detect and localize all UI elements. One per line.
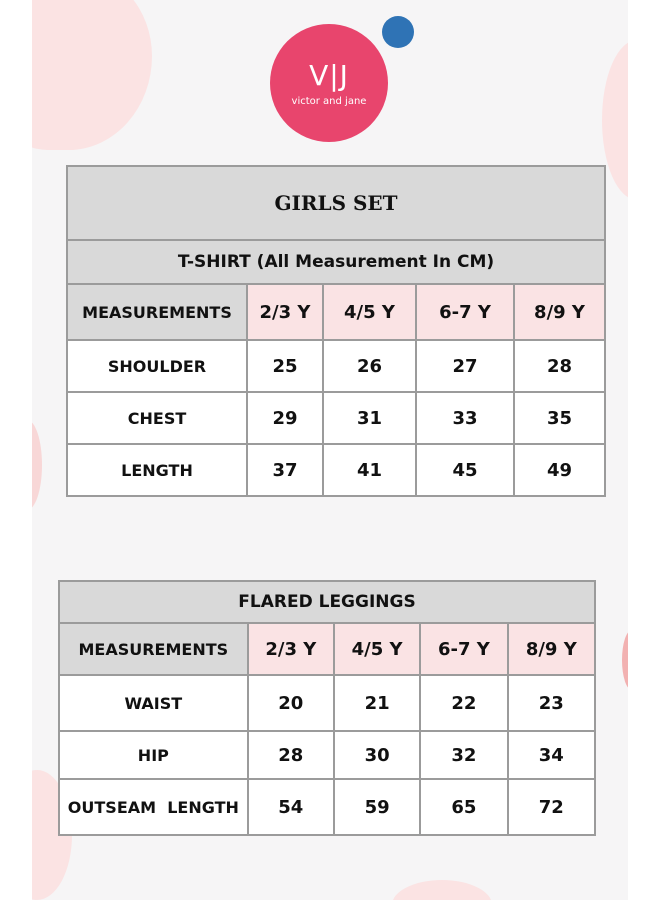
size-header: 4/5 Y	[334, 623, 420, 675]
brand-logo	[270, 24, 388, 142]
cell-value: 72	[508, 779, 595, 835]
size-header: 8/9 Y	[508, 623, 595, 675]
decorative-blob	[32, 420, 42, 510]
decorative-blob	[392, 880, 492, 900]
cell-value: 23	[508, 675, 595, 731]
table-row	[59, 731, 595, 779]
size-chart-page	[32, 0, 628, 900]
cell-value: 29	[247, 392, 323, 444]
cell-value: 34	[508, 731, 595, 779]
row-label: WAIST	[59, 675, 248, 731]
cell-value: 65	[420, 779, 507, 835]
table-row	[67, 340, 605, 392]
row-label: OUTSEAM LENGTH	[59, 779, 248, 835]
cell-value: 22	[420, 675, 507, 731]
table-row	[59, 779, 595, 835]
cell-value: 59	[334, 779, 420, 835]
cell-value: 45	[416, 444, 514, 496]
size-header: 6-7 Y	[416, 284, 514, 340]
logo-dot	[382, 16, 414, 48]
cell-value: 25	[247, 340, 323, 392]
table-row	[67, 392, 605, 444]
table-title: GIRLS SET	[67, 166, 605, 240]
row-label: LENGTH	[67, 444, 247, 496]
cell-value: 26	[323, 340, 416, 392]
cell-value: 28	[248, 731, 334, 779]
cell-value: 37	[247, 444, 323, 496]
measurements-header: MEASUREMENTS	[59, 623, 248, 675]
decorative-blob	[622, 630, 628, 690]
cell-value: 35	[514, 392, 605, 444]
cell-value: 30	[334, 731, 420, 779]
measurements-header: MEASUREMENTS	[67, 284, 247, 340]
size-header: 6-7 Y	[420, 623, 507, 675]
cell-value: 20	[248, 675, 334, 731]
cell-value: 31	[323, 392, 416, 444]
table-row	[67, 444, 605, 496]
row-label: SHOULDER	[67, 340, 247, 392]
size-header: 2/3 Y	[247, 284, 323, 340]
leggings-size-table	[58, 580, 596, 836]
cell-value: 21	[334, 675, 420, 731]
table-title: FLARED LEGGINGS	[59, 581, 595, 623]
tshirt-size-table	[66, 165, 606, 497]
cell-value: 49	[514, 444, 605, 496]
cell-value: 32	[420, 731, 507, 779]
row-label: CHEST	[67, 392, 247, 444]
table-subtitle: T-SHIRT (All Measurement In CM)	[67, 240, 605, 284]
logo-mark: V|J	[309, 59, 349, 92]
size-header: 2/3 Y	[248, 623, 334, 675]
cell-value: 41	[323, 444, 416, 496]
cell-value: 54	[248, 779, 334, 835]
table-row	[59, 675, 595, 731]
size-header: 8/9 Y	[514, 284, 605, 340]
cell-value: 28	[514, 340, 605, 392]
decorative-blob	[32, 0, 152, 150]
row-label: HIP	[59, 731, 248, 779]
cell-value: 33	[416, 392, 514, 444]
size-header: 4/5 Y	[323, 284, 416, 340]
logo-name: victor and jane	[291, 96, 367, 107]
cell-value: 27	[416, 340, 514, 392]
